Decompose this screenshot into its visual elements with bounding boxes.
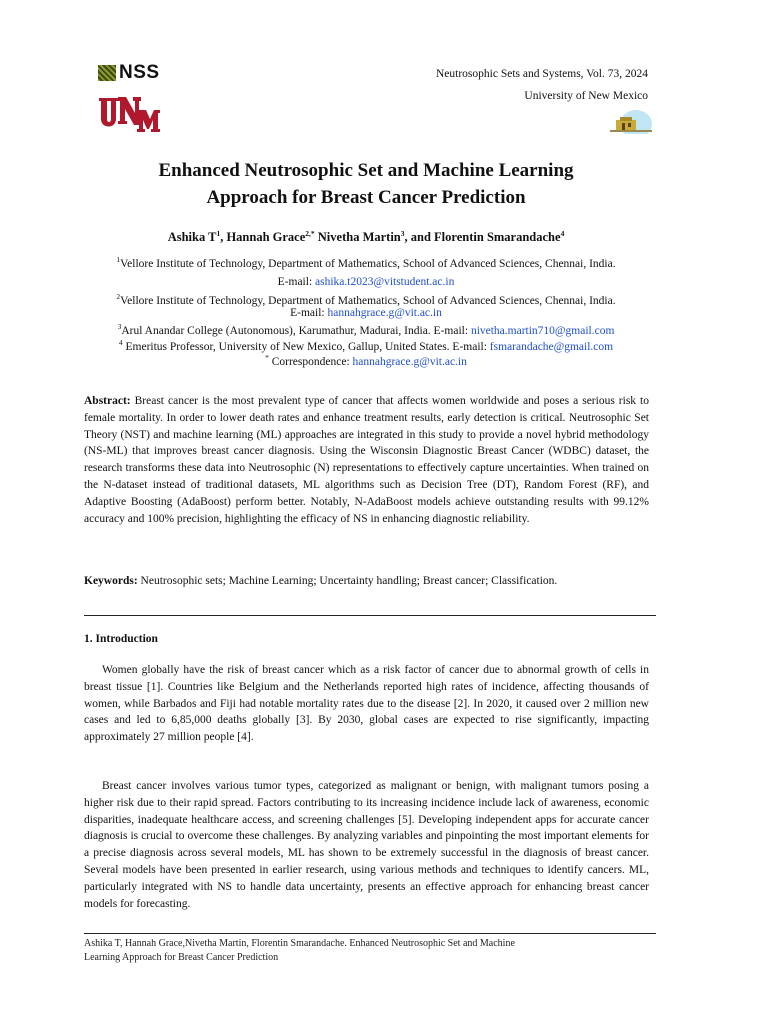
affiliation-1: $^1$Vellore Institute of Technology, Department of Mathematics, School of Advanced Sciences, Chennai, India.	[116, 255, 616, 270]
body-paragraph: Breast cancer involves various tumor types, categorized as malignant or benign, with malignant tumors posing a higher risk due to their rapid spread. Factors contributing to its increasing incidence include lack of awareness, economic disparities, inadequate healthcare access, and screening challenges [5]. Developing independent apps for accurate cancer diagnosis is crucial to overcome these challenges. By analyzing variables and pinpointing the most important elements for a precise diagnosis across several models, ML has shown to be extremely successful in the diagnosis of breast cancer. Several models have been presented in earlier research, using various methods and techniques to identify cancers. ML, particularly integrated with NS to handle data uncertainty, presents an effective approach for enhancing breast cancer models for forecasting.	[84, 780, 649, 910]
journal-citation: Neutrosophic Sets and Systems, Vol. 73, 2024	[435, 68, 648, 80]
section-heading: 1. Introduction	[84, 633, 158, 645]
abstract-label: Abstract:	[84, 395, 131, 407]
author-name: Nivetha Martin	[317, 230, 401, 245]
unm-logo-icon	[98, 96, 160, 134]
footer-line-2: Learning Approach for Breast Cancer Prediction	[84, 952, 279, 963]
paper-title	[84, 157, 648, 211]
divider	[84, 615, 656, 616]
body-paragraph: Women globally have the risk of breast cancer which as a risk factor of cancer due to abnormal growth of cells in breast tissue [1]. Countries like Belgium and the Netherlands reported high rates of incidence, affecting thousands of women, while Barbados and Fiji had notable mortality rates due to the disease [2]. In 2020, it caused over 2 million new cases and led to 6,85,000 deaths globally [3]. By 2030, global cases are expected to rise significantly, impacting approximately 27 million people [4].	[84, 664, 649, 744]
nss-logo-text: NSS	[119, 62, 160, 83]
title-line-1: Enhanced Neutrosophic Set and Machine Learning	[158, 160, 574, 181]
affiliation-3: $^3$Arul Anandar College (Autonomous), Karumathur, Madurai, India. E-mail: nivetha.martin710@gmail.com	[117, 322, 615, 337]
author-affiliation-sup: 1	[216, 229, 221, 238]
affiliation-4: $^4$ Emeritus Professor, University of New Mexico, Gallup, United States. E-mail: fsmarandache@gmail.com	[118, 338, 614, 353]
affiliation-2: $^2$Vellore Institute of Technology, Department of Mathematics, School of Advanced Sciences, Chennai, India.	[116, 292, 616, 307]
author-name: Ashika T	[167, 230, 217, 245]
nss-logo	[98, 62, 160, 84]
title-line-2: Approach for Breast Cancer Prediction	[206, 187, 526, 208]
email-link[interactable]: ashika.t2023@vitstudent.ac.in	[315, 276, 455, 288]
email-link[interactable]: hannahgrace.g@vit.ac.in	[352, 355, 467, 368]
keywords	[84, 573, 649, 590]
abstract-text: Breast cancer is the most prevalent type of cancer that affects women worldwide and poses a serious risk to female mortality. In order to lower death rates and enhance treatment results, early detection is critical. Neutrosophic Set Theory (NST) and machine learning (ML) approaches are integrated in this study to provide a novel hybrid methodology (NS-ML) that improves breast cancer diagnosis. Using the Wisconsin Diagnostic Breast Cancer (WDBC) dataset, the research transforms these data into Neutrosophic (N) representations to effectively capture uncertainties. When trained on the N-dataset instead of traditional datasets, ML algorithms such as Decision Tree (DT), Random Forest (RF), and Adaptive Boosting (AdaBoost) perform better. Notably, N-AdaBoost models achieve outstanding results with 99.12% accuracy and 100% precision, highlighting the efficacy of NS in enhancing diagnostic reliability.	[84, 395, 649, 525]
author-affiliation-sup: 4	[560, 229, 565, 238]
affiliation-1-email: E-mail: ashika.t2023@vitstudent.ac.in	[277, 276, 455, 288]
page-footer	[84, 937, 656, 965]
university-name: University of New Mexico	[524, 90, 648, 102]
author-affiliation-sup: 2,*	[305, 229, 315, 238]
keywords-label: Keywords:	[84, 575, 138, 587]
affiliation-2-email: E-mail: hannahgrace.g@vit.ac.in	[290, 307, 442, 319]
nss-emblem-icon	[98, 65, 116, 81]
author-name: Hannah Grace	[226, 230, 306, 245]
author-list: Ashika $T^1$, Hannah Grace$^{2,*}$ Nivetha Martin$^3$, and Florentin Smarandache$^4$	[167, 229, 565, 245]
email-link[interactable]: hannahgrace.g@vit.ac.in	[327, 307, 442, 319]
correspondence: * Correspondence: hannahgrace.g@vit.ac.in	[265, 353, 467, 368]
university-building-icon	[610, 108, 652, 134]
footer-divider	[84, 933, 656, 934]
author-affiliation-sup: 3	[400, 229, 405, 238]
keywords-text: Neutrosophic sets; Machine Learning; Uncertainty handling; Breast cancer; Classification.	[140, 575, 558, 587]
email-link[interactable]: fsmarandache@gmail.com	[489, 340, 614, 353]
footer-line-1: Ashika T, Hannah Grace,Nivetha Martin, Florentin Smarandache. Enhanced Neutrosophic Set and Machine	[84, 938, 515, 949]
author-name: Florentin Smarandache	[434, 230, 561, 245]
abstract	[84, 393, 649, 527]
email-link[interactable]: nivetha.martin710@gmail.com	[470, 324, 615, 337]
